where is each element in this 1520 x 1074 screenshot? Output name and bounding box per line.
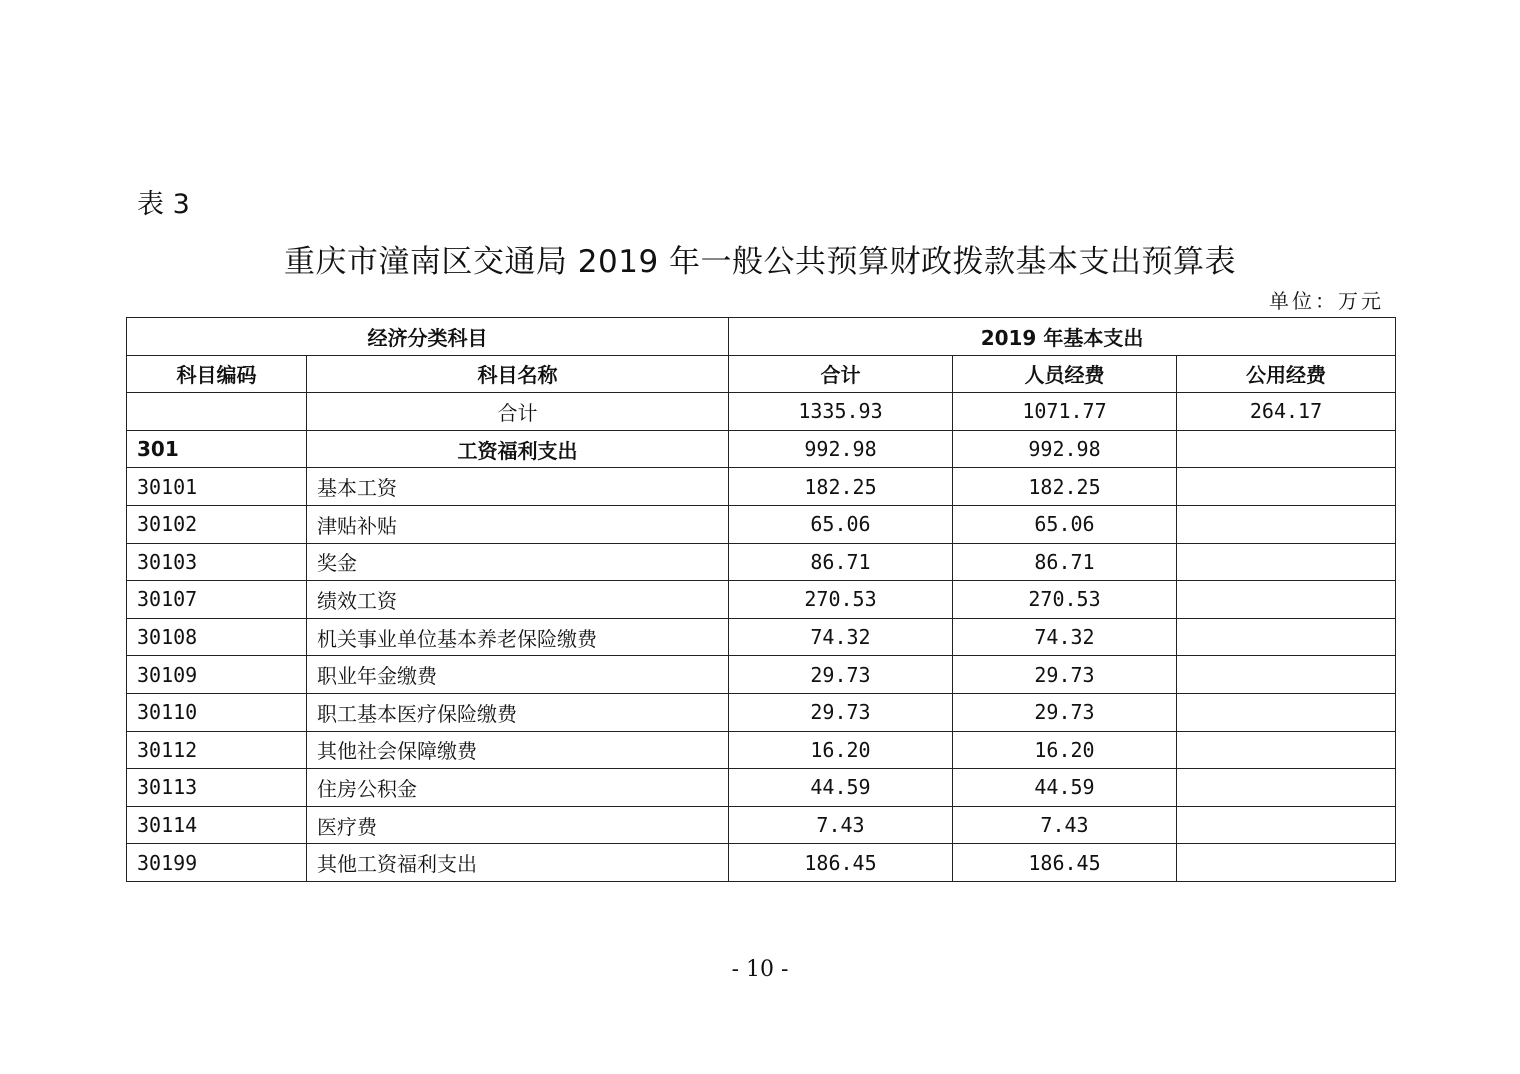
cell-public <box>1177 769 1396 807</box>
cell-personnel: 29.73 <box>953 693 1177 731</box>
cell-total: 65.06 <box>729 505 953 543</box>
cell-code: 30110 <box>127 693 307 731</box>
unit-label: 单位：万元 <box>1269 289 1384 313</box>
cell-personnel: 7.43 <box>953 806 1177 844</box>
document-title: 重庆市潼南区交通局 2019 年一般公共预算财政拨款基本支出预算表 <box>283 244 1237 280</box>
cell-name: 职业年金缴费 <box>307 656 729 694</box>
cell-name: 机关事业单位基本养老保险缴费 <box>307 618 729 656</box>
table-row <box>127 656 1396 694</box>
section-row-public <box>1177 430 1396 468</box>
cell-name: 其他工资福利支出 <box>307 844 729 882</box>
cell-name: 其他社会保障缴费 <box>307 731 729 769</box>
cell-personnel: 186.45 <box>953 844 1177 882</box>
cell-code: 30107 <box>127 581 307 619</box>
cell-code: 30199 <box>127 844 307 882</box>
cell-name: 医疗费 <box>307 806 729 844</box>
cell-personnel: 65.06 <box>953 505 1177 543</box>
cell-personnel: 16.20 <box>953 731 1177 769</box>
table-row <box>127 844 1396 882</box>
total-row-name: 合计 <box>307 393 729 431</box>
cell-public <box>1177 806 1396 844</box>
cell-total: 270.53 <box>729 581 953 619</box>
cell-public <box>1177 543 1396 581</box>
cell-name: 职工基本医疗保险缴费 <box>307 693 729 731</box>
group-header-economic-category: 经济分类科目 <box>127 318 729 356</box>
table-row <box>127 769 1396 807</box>
cell-public <box>1177 505 1396 543</box>
cell-total: 186.45 <box>729 844 953 882</box>
cell-code: 30103 <box>127 543 307 581</box>
total-row-total: 1335.93 <box>729 393 953 431</box>
cell-total: 44.59 <box>729 769 953 807</box>
table-row <box>127 693 1396 731</box>
cell-code: 30113 <box>127 769 307 807</box>
column-header-personnel: 人员经费 <box>953 355 1177 393</box>
total-row-personnel: 1071.77 <box>953 393 1177 431</box>
cell-name: 基本工资 <box>307 468 729 506</box>
cell-personnel: 270.53 <box>953 581 1177 619</box>
section-row-name: 工资福利支出 <box>307 430 729 468</box>
column-header-total: 合计 <box>729 355 953 393</box>
cell-public <box>1177 693 1396 731</box>
total-row-code <box>127 393 307 431</box>
cell-personnel: 29.73 <box>953 656 1177 694</box>
cell-public <box>1177 844 1396 882</box>
cell-code: 30102 <box>127 505 307 543</box>
group-header-basic-expenditure: 2019 年基本支出 <box>729 318 1396 356</box>
table-row <box>127 806 1396 844</box>
cell-total: 29.73 <box>729 693 953 731</box>
cell-code: 30109 <box>127 656 307 694</box>
cell-total: 16.20 <box>729 731 953 769</box>
column-header-code: 科目编码 <box>127 355 307 393</box>
column-header-row <box>127 355 1396 393</box>
cell-name: 绩效工资 <box>307 581 729 619</box>
cell-personnel: 74.32 <box>953 618 1177 656</box>
cell-public <box>1177 468 1396 506</box>
table-row <box>127 543 1396 581</box>
cell-code: 30108 <box>127 618 307 656</box>
column-header-public: 公用经费 <box>1177 355 1396 393</box>
section-row <box>127 430 1396 468</box>
cell-public <box>1177 618 1396 656</box>
cell-total: 182.25 <box>729 468 953 506</box>
page-number: - 10 - <box>731 957 789 982</box>
cell-name: 津贴补贴 <box>307 505 729 543</box>
budget-table <box>126 317 1396 882</box>
cell-name: 奖金 <box>307 543 729 581</box>
table-row <box>127 581 1396 619</box>
column-header-name: 科目名称 <box>307 355 729 393</box>
cell-public <box>1177 731 1396 769</box>
cell-code: 30101 <box>127 468 307 506</box>
section-row-personnel: 992.98 <box>953 430 1177 468</box>
table-row <box>127 731 1396 769</box>
cell-total: 29.73 <box>729 656 953 694</box>
cell-public <box>1177 581 1396 619</box>
table-row <box>127 505 1396 543</box>
table-row <box>127 618 1396 656</box>
cell-personnel: 182.25 <box>953 468 1177 506</box>
table-label: 表 3 <box>137 189 190 220</box>
cell-public <box>1177 656 1396 694</box>
cell-personnel: 44.59 <box>953 769 1177 807</box>
cell-total: 74.32 <box>729 618 953 656</box>
total-row-public: 264.17 <box>1177 393 1396 431</box>
cell-personnel: 86.71 <box>953 543 1177 581</box>
cell-name: 住房公积金 <box>307 769 729 807</box>
cell-total: 86.71 <box>729 543 953 581</box>
cell-code: 30112 <box>127 731 307 769</box>
table-row <box>127 468 1396 506</box>
group-header-row <box>127 318 1396 356</box>
cell-total: 7.43 <box>729 806 953 844</box>
cell-code: 30114 <box>127 806 307 844</box>
total-row <box>127 393 1396 431</box>
section-row-total: 992.98 <box>729 430 953 468</box>
section-row-code: 301 <box>127 430 307 468</box>
